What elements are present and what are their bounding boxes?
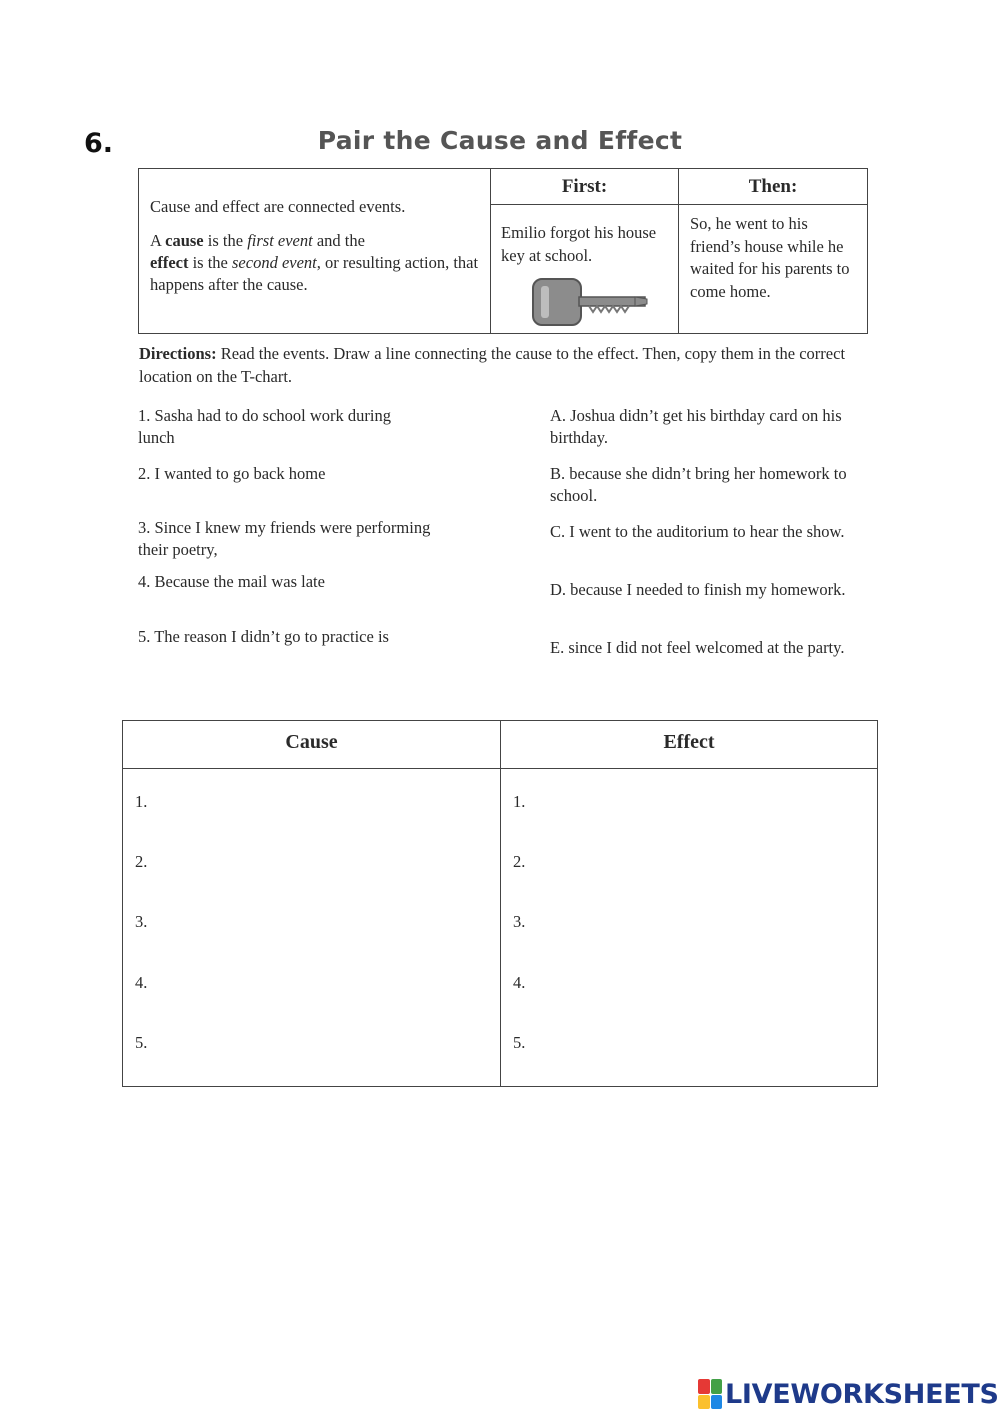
key-icon [531,277,651,329]
directions [139,343,859,388]
cause-item-5: 5. The reason I didn’t go to practice is [138,627,389,646]
question-number: 6. [84,128,114,159]
definition-text: A cause is the first event and the effect is the second event, or resulting action, that happens after the cause. [150,231,479,294]
effect-item-d: D. because I needed to finish my homework. [550,580,846,599]
t-chart-effect-column [501,721,877,1086]
example-box [138,168,868,334]
first-text: Emilio forgot his house key at school. [501,223,657,265]
effect-item-a: A. Joshua didn’t get his birthday card on his birthday. [550,406,842,447]
effect-row-5[interactable]: 5. [513,1033,526,1052]
effect-row-1[interactable]: 1. [513,792,526,811]
then-text: So, he went to his friend’s house while he waited for his parents to come home. [690,214,850,301]
cause-item-2: 2. I wanted to go back home [138,464,326,483]
effect-item-e: E. since I did not feel welcomed at the party. [550,638,845,657]
effect-item-c: C. I went to the auditorium to hear the show. [550,522,845,541]
cause-row-4[interactable]: 4. [135,973,148,992]
example-first-column [491,169,679,333]
definition-intro: Cause and effect are connected events. [150,197,406,216]
brand-text: LIVEWORKSHEETS [725,1378,999,1410]
cause-item-4: 4. Because the mail was late [138,572,325,591]
page-title: Pair the Cause and Effect [317,126,683,155]
t-chart-cause-column [123,721,501,1086]
effect-header: Effect [501,721,877,769]
cause-header: Cause [123,721,500,769]
definition-panel [139,169,491,333]
first-header: First: [491,169,678,205]
effect-row-2[interactable]: 2. [513,852,526,871]
directions-label: Directions: [139,344,217,363]
cause-row-5[interactable]: 5. [135,1033,148,1052]
liveworksheets-brand [698,1377,999,1411]
effect-item-b: B. because she didn’t bring her homework to school. [550,464,847,505]
effect-row-4[interactable]: 4. [513,973,526,992]
effect-row-3[interactable]: 3. [513,912,526,931]
directions-text: Read the events. Draw a line connecting the cause to the effect. Then, copy them in the correct location on the T-chart. [139,344,846,386]
t-chart [122,720,878,1087]
cause-row-2[interactable]: 2. [135,852,148,871]
then-header: Then: [679,169,867,205]
cause-item-3: 3. Since I knew my friends were performing their poetry, [138,518,431,559]
cause-row-3[interactable]: 3. [135,912,148,931]
cause-item-1: 1. Sasha had to do school work during lunch [138,406,391,447]
example-then-column [679,169,867,333]
liveworksheets-logo-icon [698,1379,722,1409]
cause-row-1[interactable]: 1. [135,792,148,811]
